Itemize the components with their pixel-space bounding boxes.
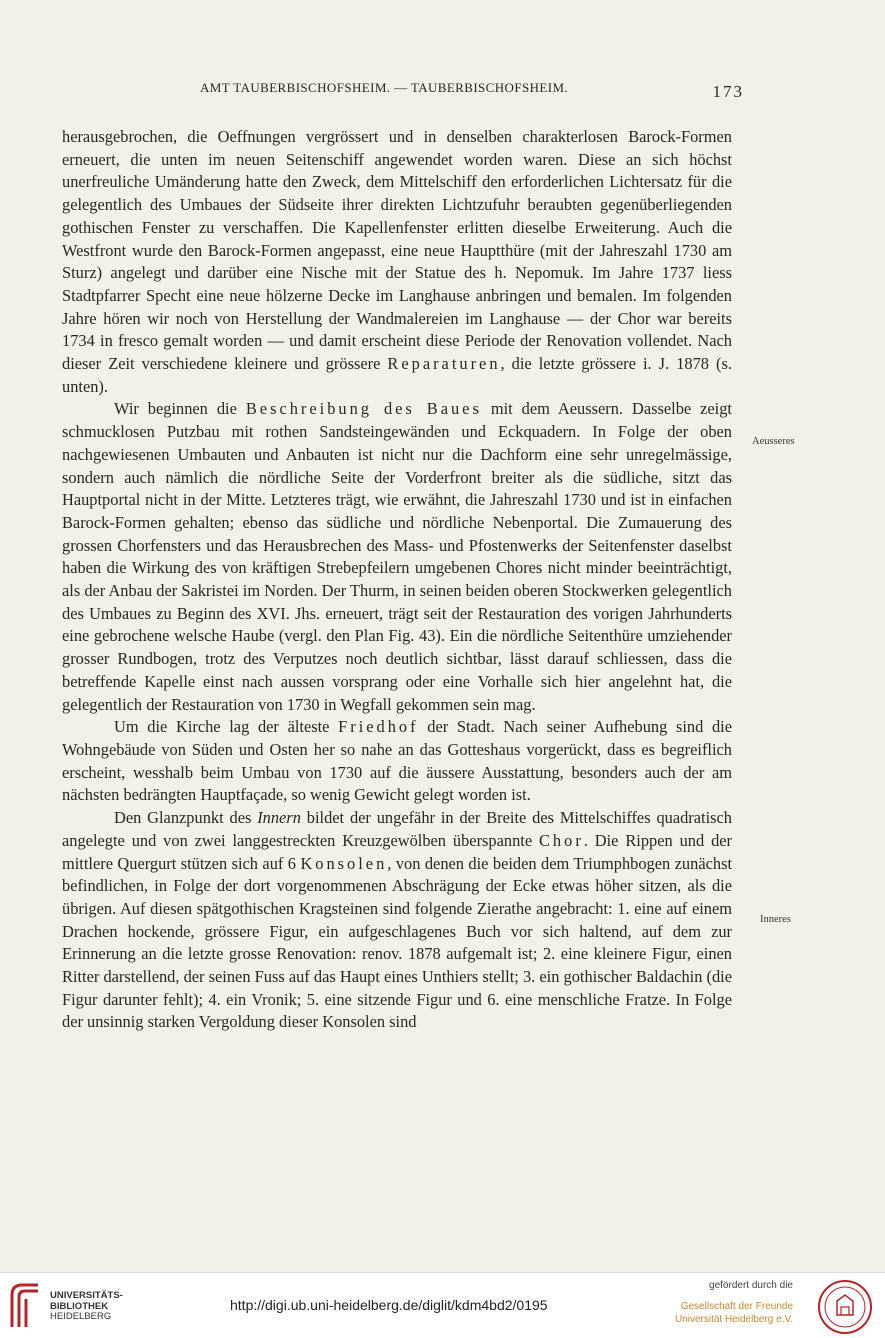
university-library-logo-icon (8, 1281, 44, 1331)
text-run: Den Glanzpunkt des (114, 808, 258, 828)
body-text (62, 126, 732, 1034)
text-run: , von denen die beiden dem Triumphbogen zunächst befindlichen, in Folge der dort vorgenommenen Abschrägung der Ecke etwas höher sitzen, als die übrigen. Auf diesen spätgothischen Kragsteinen sind folgende Zierathe angebracht: 1. eine auf einem Drachen hockende, grössere Figur, ein aufgeschlagenes Buch vor sich haltend, auf dem zur Erinnerung an die letzte grosse Renovation: renov. 1878 aufgemalt ist; 2. eine kleinere Figur, einen Ritter darstellend, der seinen Fuss auf das Haupt eines Unthiers stellt; 3. ein gothischer Baldachin (die Figur darunter fehlt); 4. ein Vronik; 5. eine sitzende Figur und 6. eine menschliche Fratze. In Folge der unsinnig starken Vergoldung dieser Konsolen sind (62, 853, 733, 1032)
text-run: herausgebrochen, die Oeffnungen vergrössert und in denselben charakterlosen Barock-Formen erneuert, die unten im neuen Seitenschiff angewendet worden waren. Diese an sich höchst unerfreuliche Umänderung hatte den Zweck, dem Mittelschiff den erforderlichen Lichtersatz für die gelegentlich des Umbaues der Südseite ihrer direkten Lichtzufuhr beraubten gegenüberliegenden gothischen Fenster zu verschaffen. Die Kapellenfenster erlitten dieselbe Erweiterung. Auch die Westfront wurde den Barock-Formen angepasst, eine neue Hauptthüre (mit der Jahreszahl 1730 am Sturz) angelegt und darüber eine Nische mit der Statue des h. Nepomuk. Im Jahre 1737 liess Stadtpfarrer Specht eine neue hölzerne Decke im Langhause anbringen und bemalen. Im folgenden Jahre hören wir noch von Herstellung der Wandmalereien im Langhause — der Chor war bereits 1734 in fresco gemalt worden — und damit erscheint diese Periode der Renovation vollendet. Nach dieser Zeit verschiedene kleinere und grössere (62, 127, 732, 374)
permalink-url[interactable]: http://digi.ub.uni-heidelberg.de/diglit/kdm4bd2/0195 (230, 1297, 548, 1313)
text-run: Wir beginnen die (114, 399, 246, 419)
sponsor-lead: gefördert durch die (709, 1280, 793, 1291)
paragraph (62, 807, 732, 1034)
italic-emphasis: Innern (257, 808, 301, 828)
text-run: der Stadt. Nach seiner Aufhebung sind die Wohngebäude von Süden und Osten her so nahe an das Gotteshaus vorgerückt, dass es begreiflich erscheint, wesshalb beim Umbau von 1730 auf die äussere Ausstattung, besonders auch der am nächsten bedrängten Hauptfaçade, so wenig Gewicht gelegt worden ist. (62, 717, 733, 805)
page-number: 173 (712, 82, 744, 101)
text-run: bildet der ungefähr in der Breite des Mittelschiffes quadratisch angelegte und von zwei langgestreckten Kreuzgewölben überspannte (62, 808, 732, 850)
text-run: . Die Rippen und der mittlere Quergurt stützen sich auf 6 (62, 830, 732, 873)
margin-note-inneres: Inneres (760, 914, 791, 925)
library-name (50, 1291, 123, 1323)
library-name-line3: HEIDELBERG (50, 1311, 112, 1322)
text-run: , die letzte grössere i. J. 1878 (s. unten). (62, 354, 732, 396)
sponsor-org-line1: Gesellschaft der Freunde (680, 1301, 793, 1312)
spaced-emphasis: Chor (539, 830, 584, 850)
library-name-line1: UNIVERSITÄTS- (50, 1290, 123, 1301)
sponsor-credit (675, 1279, 793, 1326)
text-run: Um die Kirche lag der älteste (114, 717, 339, 737)
spaced-emphasis: Reparaturen (387, 354, 501, 374)
margin-note-aeusseres: Aeusseres (752, 436, 795, 447)
paragraph (62, 398, 732, 716)
paragraph (62, 716, 732, 807)
header-title: AMT TAUBERBISCHOFSHEIM. — TAUBERBISCHOFSHEIM. (200, 80, 569, 95)
spaced-emphasis: Friedhof (338, 717, 419, 737)
text-run: mit dem Aeussern. Dasselbe zeigt schmucklosen Putzbau mit rothen Sandsteingewänden und Eckquadern. In Folge der oben nachgewiesenen Umbauten und Anbauten ist nicht nur die Dachform eine sehr unregelmässige, sondern auch nämlich die nördliche Seite der Vorderfront breiter als die südliche, sitzt das Hauptportal nicht in der Mitte. Letzteres trägt, wie erwähnt, die Jahreszahl 1730 und ist in einfachen Barock-Formen gehalten; ebenso das südliche und nördliche Nebenportal. Die Zumauerung des grossen Chorfensters und das Herausbrechen des Mass- und Pfostenwerks der Seitenfenster daselbst haben die Wirkung des von kräftigen Strebepfeilern umgebenen Chores nicht minder beeinträchtigt, als der Anbau der Sakristei im Norden. Der Thurm, in seinen beiden oberen Stockwerken gelegentlich des Umbaues zu Beginn des XVI. Jhs. erneuert, trägt seit der Restauration des vorigen Jahrhunderts eine gebrochene welsche Haube (vergl. den Plan Fig. 43). Ein die nördliche Seitenthüre umziehender grosser Rundbogen, trotz des Verputzes noch deutlich sichtbar, lässt darauf schliessen, dass die betreffende Kapelle einst nach aussen vorsprang oder eine Vorhalle sich hier angelehnt hat, die gelegentlich der Restauration von 1730 in Wegfall gekommen sein mag. (62, 399, 732, 714)
digitization-footer (0, 1272, 885, 1338)
library-name-line2: BIBLIOTHEK (50, 1300, 109, 1312)
paragraph (62, 126, 732, 398)
university-seal-icon (817, 1279, 873, 1335)
spaced-emphasis: Beschreibung des Baues (245, 399, 482, 419)
sponsor-org-line2: Universität Heidelberg e.V. (674, 1314, 793, 1325)
spaced-emphasis: Konsolen (300, 853, 388, 873)
